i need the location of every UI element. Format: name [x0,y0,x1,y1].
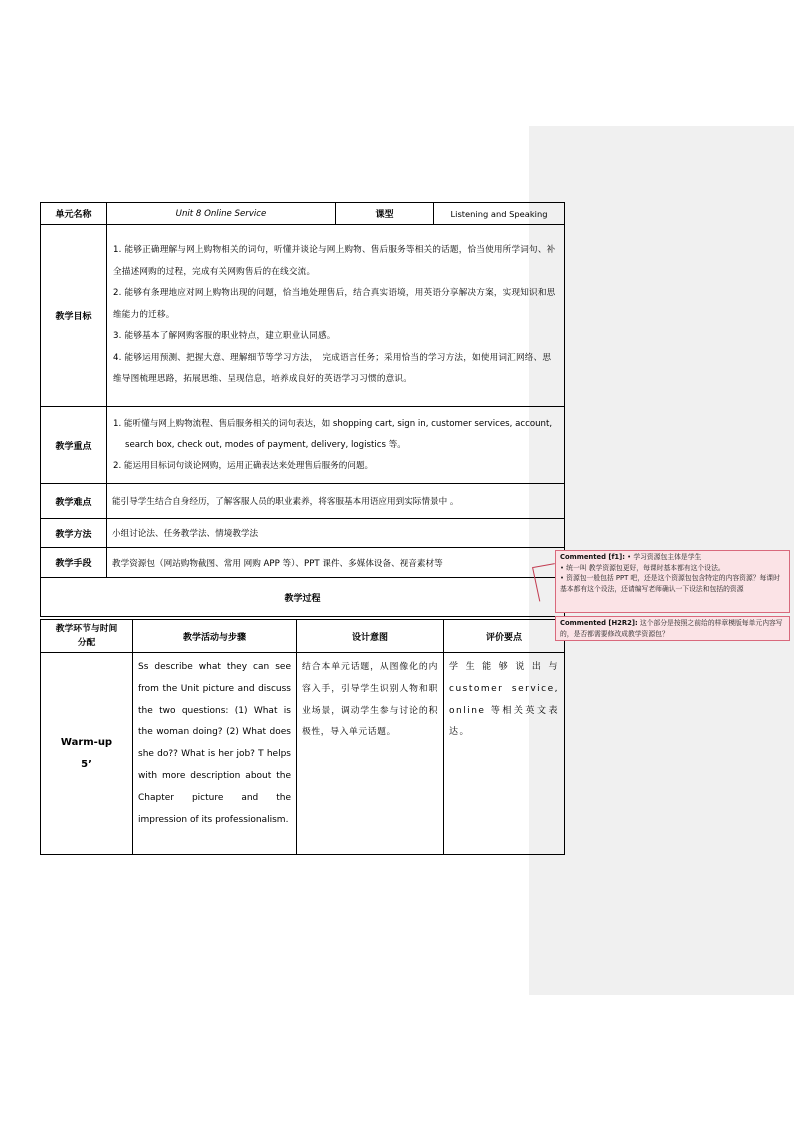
objectives-label: 教学目标 [41,225,107,407]
comment-author: Commented [f1]: [560,553,625,561]
objective-item: 4. 能够运用预测、把握大意、理解细节等学习方法， 完成语言任务；采用恰当的学习方法，如使用词汇网络、思维导图梳理思路，拓展思维、呈现信息，培养成良好的英语学习习惯的意识。 [113,352,552,385]
difficulties-text: 能引导学生结合自身经历，了解客服人员的职业素养，将客服基本用语应用到实际情景中 。 [107,484,565,519]
comment-line: • 学习资源包主体是学生 [627,553,702,561]
key-points-content [107,407,565,484]
header-evaluation: 评价要点 [444,620,565,653]
header-intent: 设计意图 [297,620,444,653]
comment-author: Commented [H2R2]: [560,619,638,627]
objective-item: 1. 能够正确理解与网上购物相关的词句，听懂并谈论与网上购物、售后服务等相关的话题，恰当使用所学词句、补全描述网购的过程，完成有关网购售后的在线交流。 [113,245,556,277]
comment-line: 这个部分是按照之前给的样章模版每单元内容写的，是否都需要修改成教学资源包？ [560,619,783,638]
comment-bubble-1[interactable] [555,550,790,613]
comment-line: • 资源包一般包括 PPT 吧，还是这个资源包包含特定的内容资源？每课时基本都有这个设法，还请编写老师确认一下设法和包括的资源 [560,574,780,593]
methods-text: 小组讨论法、任务教学法、情境教学法 [107,519,565,548]
objective-item: 3. 能够基本了解网购客服的职业特点，建立职业认同感。 [113,331,336,342]
means-label: 教学手段 [41,548,107,578]
header-activity: 教学活动与步骤 [133,620,297,653]
evaluation-cell: 学生能够说出与 customer service, online 等相关英文表达。 [444,653,565,855]
methods-label: 教学方法 [41,519,107,548]
key-points-label: 教学重点 [41,407,107,484]
comment-line: • 统一叫 教学资源包更好，每课时基本都有这个设法。 [560,563,725,572]
difficulties-label: 教学难点 [41,484,107,519]
key-point-item: 2. 能运用目标词句谈论网购，运用正确表达来处理售后服务的问题。 [113,460,374,471]
comment-bubble-2[interactable] [555,616,790,641]
lesson-info-table [40,202,565,617]
process-table [40,619,565,855]
process-title: 教学过程 [41,578,565,617]
intent-cell: 结合本单元话题，从图像化的内容入手，引导学生识别人物和职业场景，调动学生参与讨论的积极性，导入单元话题。 [297,653,444,855]
stage-name: Warm-up [60,736,113,748]
stage-time: 5’ [81,758,92,770]
objective-item: 2. 能够有条理地应对网上购物出现的问题，恰当地处理售后，结合真实语境，用英语分享解决方案，实现知识和思维能力的迁移。 [113,288,556,320]
header-stage: 教学环节与时间分配 [41,620,133,653]
objectives-content [107,225,565,407]
unit-label: 单元名称 [41,203,107,225]
activity-cell: Ss describe what they can see from the Unit picture and discuss the two questions: (1) What is the woman doing? (2) What does she do?? What is her job? T helps with more description about the Chapter picture and the impression of its professionalism. [133,653,297,855]
key-point-item: 1. 能听懂与网上购物流程、售后服务相关的词句表达，如 shopping cart, sign in, customer services, account, search box, check out, modes of payment, delivery, logistics 等。 [113,418,553,450]
stage-cell [41,653,133,855]
unit-name: Unit 8 Online Service [107,203,336,225]
type-value: Listening and Speaking [434,203,565,225]
means-text: 教学资源包（网站购物截图、常用 网购 APP 等）、PPT 课件、多媒体设备、视音素材等 [107,548,565,578]
type-label: 课型 [336,203,434,225]
